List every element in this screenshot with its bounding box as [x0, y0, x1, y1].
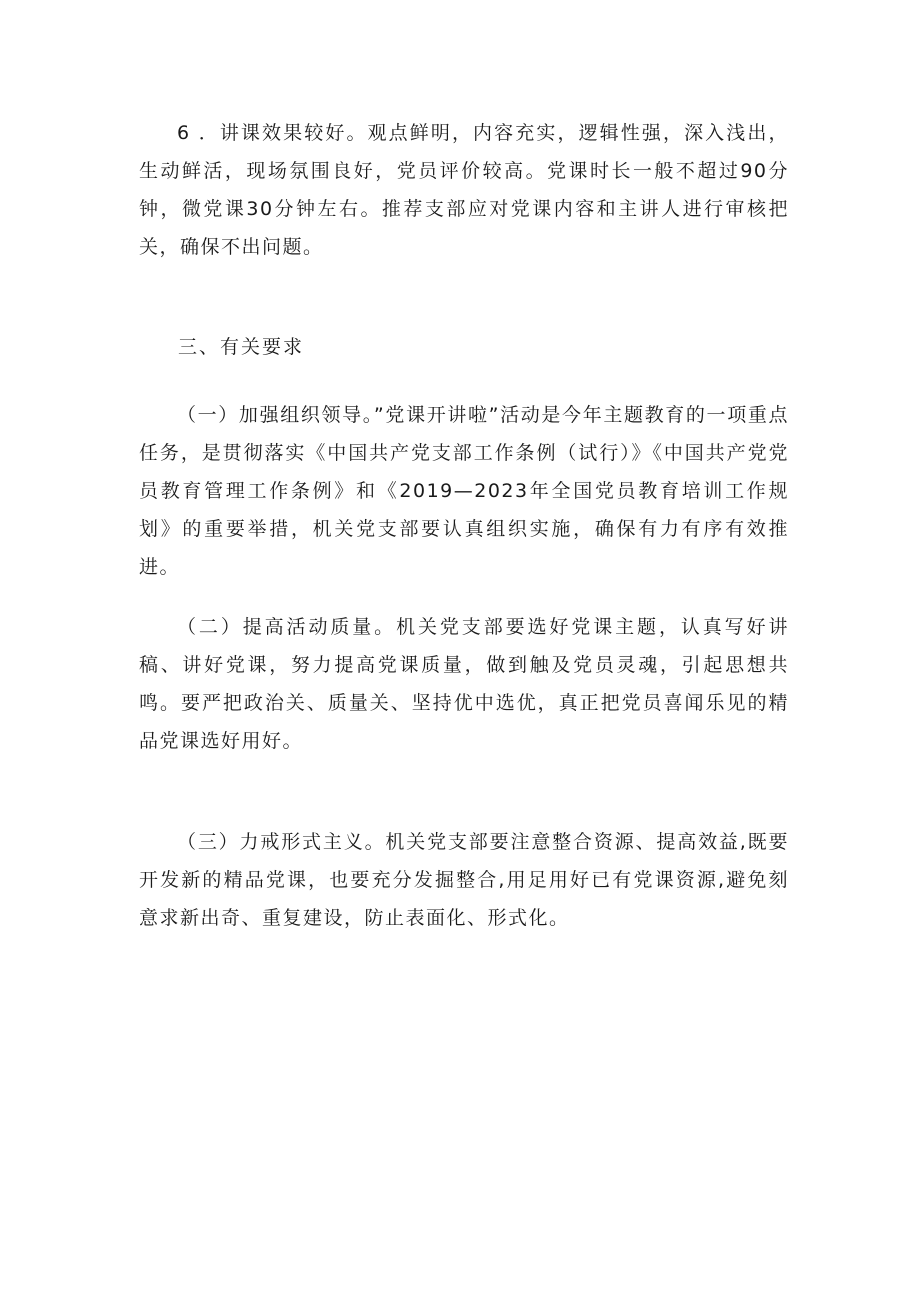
requirement-3-paragraph: （三）力戒形式主义。机关党支部要注意整合资源、提高效益,既要开发新的精品党课，也要充分发掘整合,用足用好已有党课资源,避免刻意求新出奇、重复建设，防止表面化、形式化。	[139, 831, 789, 929]
item-6-paragraph: 6 ．讲课效果较好。观点鲜明，内容充实，逻辑性强，深入浅出，生动鲜活，现场氛围良好，党员评价较高。党课时长一般不超过90分钟，微党课30分钟左右。推荐支部应对党课内容和主讲人进行审核把关，确保不出问题。	[139, 122, 789, 258]
section-3-heading: 三、有关要求	[178, 336, 305, 358]
requirement-1-paragraph: （一）加强组织领导。”党课开讲啦”活动是今年主题教育的一项重点任务，是贯彻落实《中国共产党支部工作条例（试行）》《中国共产党党员教育管理工作条例》和《2019—2023年全国党员教育培训工作规划》的重要举措，机关党支部要认真组织实施，确保有力有序有效推进。	[139, 404, 789, 578]
requirement-2-paragraph: （二）提高活动质量。机关党支部要选好党课主题，认真写好讲稿、讲好党课，努力提高党课质量，做到触及党员灵魂，引起思想共鸣。要严把政治关、质量关、坚持优中选优，真正把党员喜闻乐见的精品党课选好用好。	[139, 616, 789, 752]
